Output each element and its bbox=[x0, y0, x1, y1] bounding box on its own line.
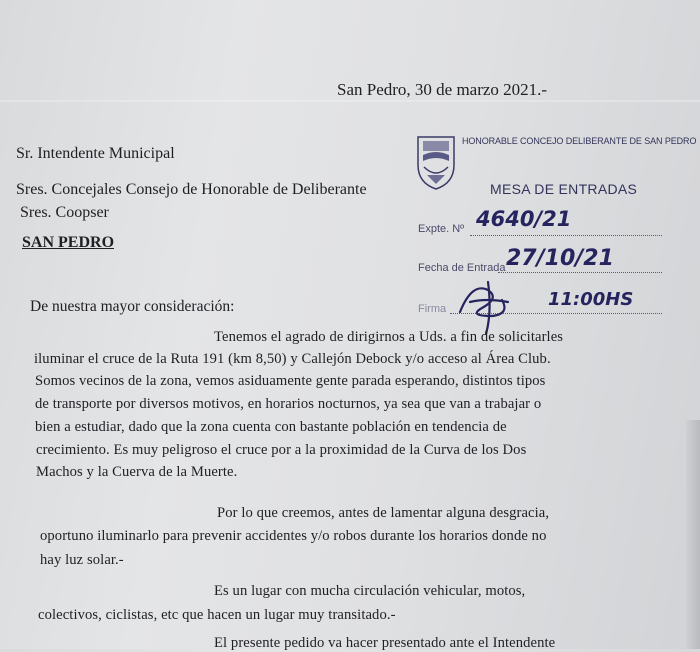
body-line: oportuno iluminarlo para prevenir accidentes y/o robos durante los horarios donde no bbox=[40, 528, 547, 544]
hora-handwritten: 11:00HS bbox=[548, 289, 634, 310]
body-line: Tenemos el agrado de dirigirnos a Uds. a fin de solicitarles bbox=[214, 329, 564, 345]
body-line: Machos y la Cuerva de la Muerte. bbox=[36, 464, 238, 480]
body-line: Somos vecinos de la zona, vemos asiduamente gente parada esperando, distintos tipos bbox=[35, 373, 546, 389]
recipient-line: Sres. Concejales Consejo de Honorable de Deliberante bbox=[16, 181, 367, 198]
firma-label: Firma bbox=[418, 303, 447, 315]
city-heading: SAN PEDRO bbox=[22, 234, 115, 251]
expte-handwritten: 4640/21 bbox=[476, 207, 572, 231]
expte-line bbox=[470, 235, 662, 236]
recipient-line: Sres. Coopser bbox=[20, 204, 109, 221]
page-edge bbox=[686, 420, 700, 649]
body-line: de transporte por diversos motivos, en horarios nocturnos, ya sea que van a trabajar o bbox=[35, 396, 542, 412]
body-line: El presente pedido va hacer presentado ante el Intendente bbox=[214, 635, 556, 651]
body-line: crecimiento. Es muy peligroso el cruce por a la proximidad de la Curva de los Dos bbox=[36, 442, 527, 458]
body-line: Por lo que creemos, antes de lamentar alguna desgracia, bbox=[217, 505, 550, 521]
document-date: San Pedro, 30 de marzo 2021.- bbox=[337, 80, 548, 99]
fecha-label: Fecha de Entrada bbox=[418, 262, 506, 274]
recipient-line: Sr. Intendente Municipal bbox=[16, 145, 175, 162]
stamp-institution: HONORABLE CONCEJO DELIBERANTE DE SAN PEDRO bbox=[462, 136, 697, 146]
body-line: bien a estudiar, dado que la zona cuenta con bastante población en tendencia de bbox=[35, 419, 507, 435]
fecha-line bbox=[498, 272, 662, 273]
body-line: colectivos, ciclistas, etc que hacen un lugar muy transitado.- bbox=[38, 607, 396, 623]
body-line: Es un lugar con mucha circulación vehicular, motos, bbox=[214, 583, 526, 599]
body-line: iluminar el cruce de la Ruta 191 (km 8,50) y Callejón Debock y/o acceso al Área Club. bbox=[34, 351, 551, 367]
body-line: hay luz solar.- bbox=[40, 552, 124, 568]
fecha-handwritten: 27/10/21 bbox=[506, 246, 614, 271]
salutation: De nuestra mayor consideración: bbox=[30, 298, 235, 315]
stamp-office: MESA DE ENTRADAS bbox=[490, 181, 638, 197]
council-crest-icon bbox=[415, 131, 457, 191]
expte-label: Expte. Nº bbox=[418, 223, 465, 235]
